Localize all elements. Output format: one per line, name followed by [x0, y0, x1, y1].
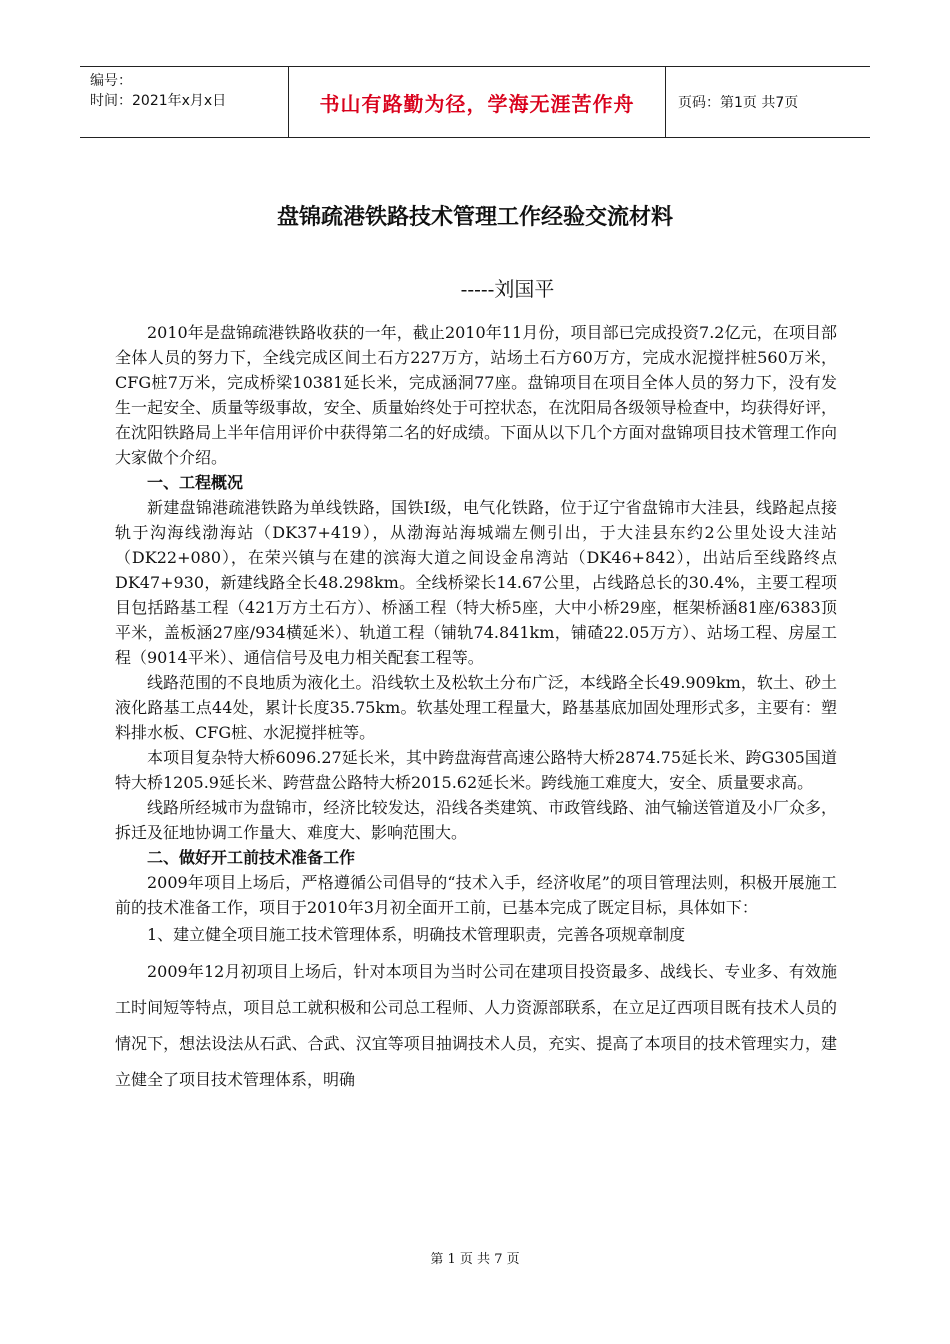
document-body: [115, 320, 837, 1098]
paragraph-1d: 线路所经城市为盘锦市，经济比较发达，沿线各类建筑、市政管线路、油气输送管道及小厂众多，拆迁及征地协调工作量大、难度大、影响范围大。: [115, 798, 837, 842]
paragraph-1b: 线路范围的不良地质为液化土。沿线软土及松软土分布广泛，本线路全长49.909km，软土、砂土液化路基工点44处，累计长度35.75km。软基处理工程量大，路基基底加固处理形式多，主要有：塑料排水板、CFG桩、水泥搅拌桩等。: [115, 673, 837, 742]
paragraph-2a: 2009年项目上场后，严格遵循公司倡导的“技术入手，经济收尾”的项目管理法则，积极开展施工前的技术准备工作，项目于2010年3月初全面开工前，已基本完成了既定目标，具体如下：: [115, 873, 837, 917]
page-footer: 第 1 页 共 7 页: [430, 1252, 520, 1267]
paragraph-2b: 2009年12月初项目上场后，针对本项目为当时公司在建项目投资最多、战线长、专业多、有效施工时间短等特点，项目总工就积极和公司总工程师、人力资源部联系，在立足辽西项目既有技术人员的情况下，想法设法从石武、合武、汉宜等项目抽调技术人员，充实、提高了本项目的技术管理实力，建立健全了项目技术管理体系，明确: [115, 962, 837, 1089]
paragraph-intro: 2010年是盘锦疏港铁路收获的一年，截止2010年11月份，项目部已完成投资7.2亿元，在项目部全体人员的努力下，全线完成区间土石方227万方，站场土石方60万方，完成水泥搅拌桩560万米，CFG桩7万米，完成桥梁10381延长米，完成涵洞77座。盘锦项目在项目全体人员的努力下，没有发生一起安全、质量等级事故，安全、质量始终处于可控状态，在沈阳局各级领导检查中，均获得好评，在沈阳铁路局上半年信用评价中获得第二名的好成绩。下面从以下几个方面对盘锦项目技术管理工作向大家做个介绍。: [115, 323, 837, 467]
number-label: 编号：: [90, 73, 132, 89]
header-motto: 书山有路勤为径，学海无涯苦作舟: [289, 67, 666, 137]
section-heading-1: 一、工程概况: [147, 473, 244, 492]
date-label: 时间：2021年x月x日: [90, 93, 227, 109]
document-title: 盘锦疏港铁路技术管理工作经验交流材料: [276, 205, 673, 230]
document-author: -----刘国平: [460, 277, 555, 301]
header-meta-cell: [80, 67, 289, 137]
header-page-info: 页码：第1页 共7页: [678, 95, 799, 111]
section-heading-2: 二、做好开工前技术准备工作: [147, 848, 356, 867]
subheading-1: 1、建立健全项目施工技术管理体系，明确技术管理职责，完善各项规章制度: [147, 925, 686, 944]
paragraph-1a: 新建盘锦港疏港铁路为单线铁路，国铁Ⅰ级，电气化铁路，位于辽宁省盘锦市大洼县，线路起点接轨于沟海线渤海站（DK37+419），从渤海站海城端左侧引出，于大洼县东约2公里处设大洼站（DK22+080），在荣兴镇与在建的滨海大道之间设金帛湾站（DK46+842），出站后至线路终点DK47+930，新建线路全长48.298km。全线桥梁长14.67公里，占线路总长的30.4%，主要工程项目包括路基工程（421万方土石方）、桥涵工程（特大桥5座，大中小桥29座，框架桥涵81座/6383顶平米，盖板涵27座/934横延米）、轨道工程（铺轨74.841km，铺碴22.05万方）、站场工程、房屋工程（9014平米）、通信信号及电力相关配套工程等。: [115, 498, 837, 667]
paragraph-1c: 本项目复杂特大桥6096.27延长米，其中跨盘海营高速公路特大桥2874.75延长米、跨G305国道特大桥1205.9延长米、跨营盘公路特大桥2015.62延长米。跨线施工难度大，安全、质量要求高。: [115, 748, 837, 792]
header-table: [80, 66, 870, 138]
